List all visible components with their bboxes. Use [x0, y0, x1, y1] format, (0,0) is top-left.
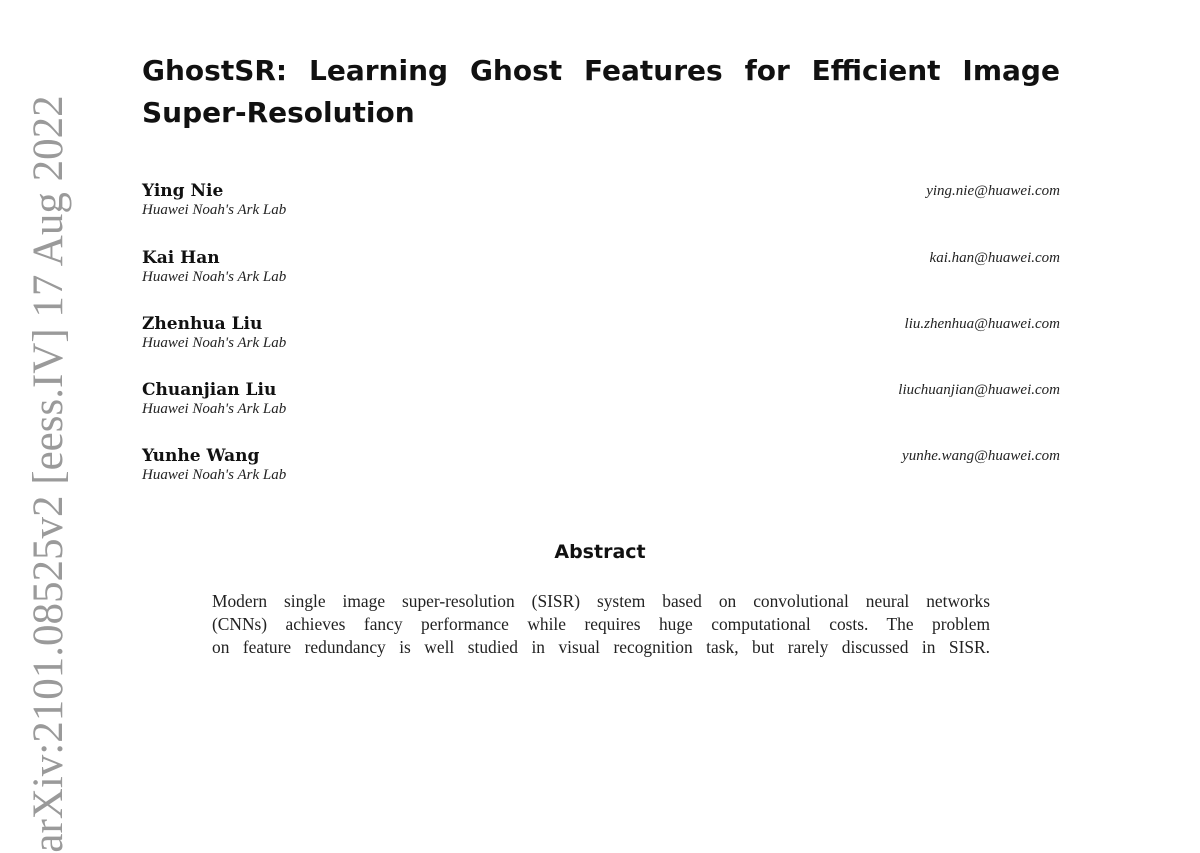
author-affiliation: Huawei Noah's Ark Lab: [142, 467, 287, 483]
author-affiliation: Huawei Noah's Ark Lab: [142, 335, 287, 351]
author-email[interactable]: kai.han@huawei.com: [929, 250, 1060, 266]
author-block: [142, 180, 1060, 220]
title-word: for: [744, 54, 790, 87]
author-name: Zhenhua Liu: [142, 314, 263, 334]
author-affiliation: Huawei Noah's Ark Lab: [142, 401, 287, 417]
author-name: Chuanjian Liu: [142, 380, 277, 400]
author-email[interactable]: yunhe.wang@huawei.com: [902, 448, 1060, 464]
arxiv-identifier: arXiv:2101.08525v2 [eess.IV] 17 Aug 2022: [25, 95, 72, 853]
abstract-line: Modern single image super-resolution (SISR) system based on convolutional neural networks: [212, 591, 990, 611]
author-block: [142, 445, 1060, 485]
author-block: [142, 379, 1060, 419]
title-word: Efficient: [811, 54, 941, 87]
title-word: GhostSR:: [142, 54, 288, 87]
title-line-1: [142, 50, 1060, 92]
author-affiliation: Huawei Noah's Ark Lab: [142, 269, 287, 285]
abstract-text: [212, 590, 990, 659]
author-affiliation: Huawei Noah's Ark Lab: [142, 202, 287, 218]
author-block: [142, 313, 1060, 353]
title-word: Features: [584, 54, 723, 87]
author-block: [142, 247, 1060, 287]
author-name: Ying Nie: [142, 181, 224, 201]
abstract-line: on feature redundancy is well studied in visual recognition task, but rarely discussed in SISR.: [212, 637, 990, 657]
author-name: Yunhe Wang: [142, 446, 260, 466]
author-name: Kai Han: [142, 248, 220, 268]
author-email[interactable]: liu.zhenhua@huawei.com: [904, 316, 1060, 332]
abstract-line: (CNNs) achieves fancy performance while requires huge computational costs. The problem: [212, 614, 990, 634]
author-email[interactable]: ying.nie@huawei.com: [926, 183, 1060, 199]
title-line-2: Super-Resolution: [142, 96, 415, 129]
title-word: Learning: [309, 54, 449, 87]
title-word: Ghost: [469, 54, 563, 87]
author-email[interactable]: liuchuanjian@huawei.com: [898, 382, 1060, 398]
title-word: Image: [962, 54, 1060, 87]
paper-title: [142, 50, 1060, 134]
abstract-heading: Abstract: [554, 541, 646, 563]
